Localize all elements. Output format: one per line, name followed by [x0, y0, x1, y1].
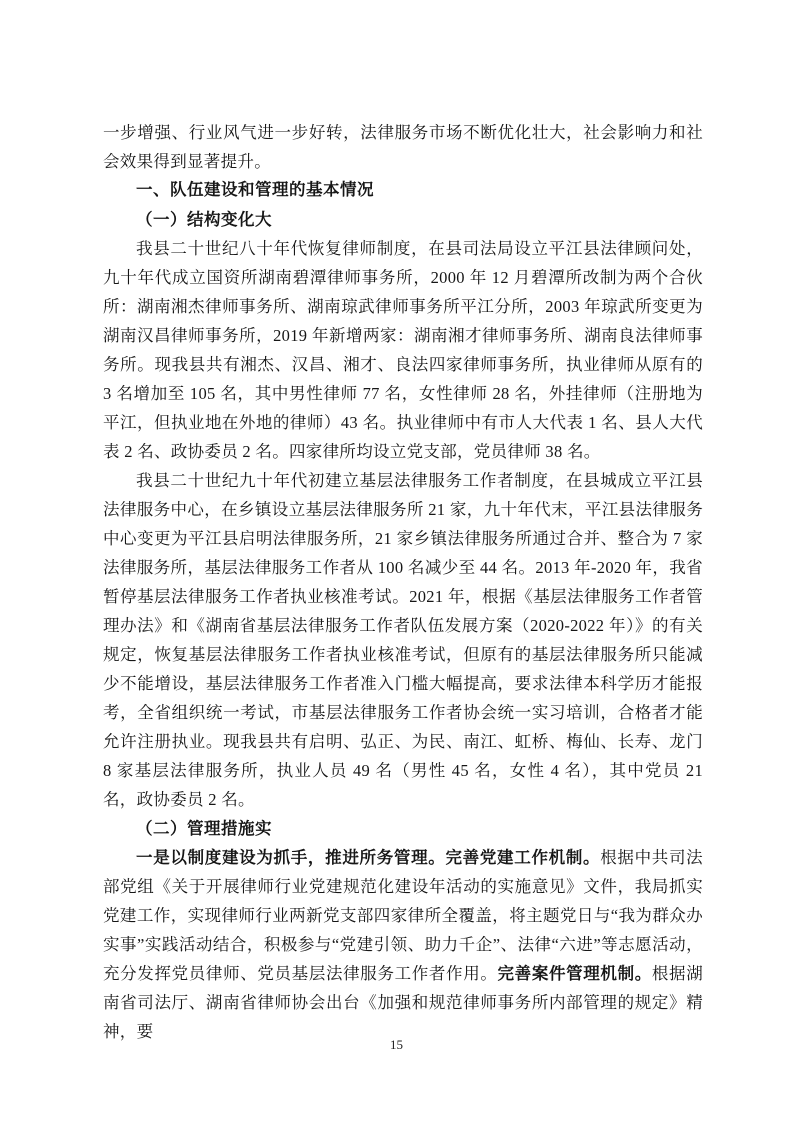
bold-run-party-building: 一是以制度建设为抓手，推进所务管理。完善党建工作机制。: [136, 848, 601, 867]
paragraph-grassroots-legal-workers: 我县二十世纪九十年代初建立基层法律服务工作者制度，在县城成立平江县法律服务中心，在乡镇设立基层法律服务所 21 家，九十年代末，平江县法律服务中心变更为平江县启明法律服务所，21 家乡镇法律服务所通过合并、整合为 7 家法律服务所，基层法律服务工作者从 100 名减少至 44 名。2013 年-2020 年，我省暂停基层法律服务工作者执业核准考试。2021 年，根据《基层法律服务工作者管理办法》和《湖南省基层法律服务工作者队伍发展方案（2020-2022 年）》的有关规定，恢复基层法律服务工作者执业核准考试，但原有的基层法律服务所只能减少不能增设，基层法律服务工作者准入门槛大幅提高，要求法律本科学历才能报考，全省组织统一考试，市基层法律服务工作者协会统一实习培训，合格者才能允许注册执业。现我县共有启明、弘正、为民、南江、虹桥、梅仙、长寿、龙门 8 家基层法律服务所，执业人员 49 名（男性 45 名，女性 4 名），其中党员 21 名，政协委员 2 名。: [103, 471, 703, 809]
paragraph-intro-continuation: 一步增强、行业风气进一步好转，法律服务市场不断优化壮大，社会影响力和社会效果得到显著提升。: [103, 123, 703, 171]
paragraph-lawyers-history: 我县二十世纪八十年代恢复律师制度，在县司法局设立平江县法律顾问处，九十年代成立国资所湖南碧潭律师事务所，2000 年 12 月碧潭所改制为两个合伙所：湖南湘杰律师事务所、湖南琼武律师事务所平江分所，2003 年琼武所变更为湖南汉昌律师事务所，2019 年新增两家：湖南湘才律师事务所、湖南良法律师事务所。现我县共有湘杰、汉昌、湘才、良法四家律师事务所，执业律师从原有的 3 名增加至 105 名，其中男性律师 77 名，女性律师 28 名，外挂律师（注册地为平江，但执业地在外地的律师）43 名。执业律师中有市人大代表 1 名、县人大代表 2 名、政协委员 2 名。四家律所均设立党支部，党员律师 38 名。: [103, 239, 703, 461]
heading-section-1: 一、队伍建设和管理的基本情况: [136, 181, 374, 199]
text-run-case-management-detail: 根据湖南省司法厅、湖南省律师协会出台《加强和规范律师事务所内部管理的规定》精神，要: [103, 964, 703, 1041]
document-body: [103, 118, 703, 1046]
paragraph-management-measures: [103, 843, 703, 1046]
heading-subsection-1-2: （二）管理措施实: [136, 819, 272, 838]
text-run-party-building-detail: 根据中共司法部党组《关于开展律师行业党建规范化建设年活动的实施意见》文件，我局抓实党建工作，实现律师行业两新党支部四家律所全覆盖，将主题党日与“我为群众办实事”实践活动结合，积极参与“党建引领、助力千企”、法律“六进”等志愿活动，充分发挥党员律师、党员基层法律服务工作者作用。: [103, 848, 703, 983]
bold-run-case-management: 完善案件管理机制。: [497, 964, 652, 983]
heading-subsection-1-1: （一）结构变化大: [136, 210, 272, 229]
page-number: 15: [390, 1037, 403, 1052]
